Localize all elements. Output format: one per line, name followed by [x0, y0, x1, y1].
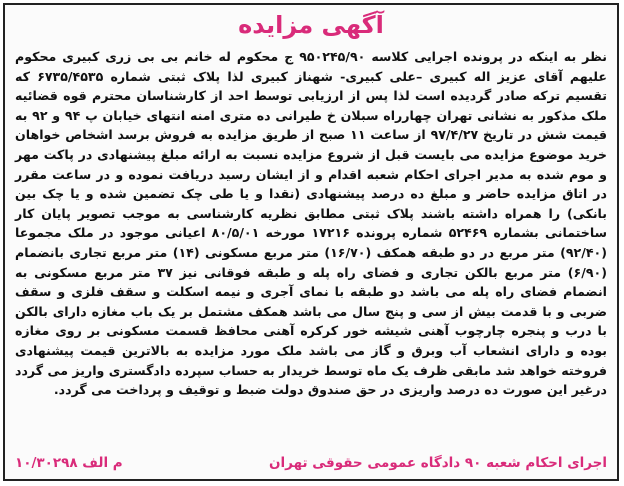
- notice-body: نظر به اینکه در پرونده اجرایی کلاسه ۹۵۰۲۴۵/۹۰ ج محکوم له خانم بی بی زری کبیری محکوم علیهم آقای عزیز اله کبیری –علی کبیری- شهناز کبیری لذا پلاک ثبتی شماره ۶۷۳۵/۴۵۳۵ که تقسیم ترکه صادر گردیده است لذا پس از ارزیابی توسط احد از کارشناسان محترم قوه قضائیه ملک مذکور به نشانی تهران چهارراه سبلان خ طیرانی ده متری امنه انتهای خیابان پ ۹۴ و ۹۲ به قیمت شش در تاریخ ۹۷/۴/۲۷ از ساعت ۱۱ صبح از طریق مزایده به فروش برسد اشخاص خواهان خرید موضوع مزایده می بایست قبل از شروع مزایده نسبت به ارائه مبلغ پیشنهادی در پاکت مهر و موم شده به مدیر اجرای احکام شعبه اقدام و از ایشان رسید دریافت نموده و در ساعت مقرر در اتاق مزایده حاضر و مبلغ ده درصد پیشنهادی (نقدا و یا طی چک تضمین شده و یا چک بین بانکی) را همراه داشته باشند پلاک ثبتی مطابق نظریه کارشناسی به موجب تصویر پایان کار ساختمانی بشماره ۵۲۴۶۹ شماره پرونده ۱۷۲۱۶ مورخه ۸۰/۵/۰۱ اعیانی موجود در ملک مجموعا (۹۲/۴۰) متر مربع در دو طبقه همکف (۱۶/۷۰) متر مربع مسکونی (۱۴) متر مربع تجاری بانضمام (۶/۹۰) متر مربع بالکن تجاری و فضای راه پله و طبقه فوقانی نیز ۳۷ متر مربع مسکونی به انضمام فضای راه پله می باشد دو طبقه با نمای آجری و نیمه اسکلت و سقف فلزی و سقف ضربی و با قدمت بیش از سی و پنج سال می باشد همکف مشتمل بر یک باب مغازه دارای بالکن با درب و پنجره چارچوب آهنی شیشه خور کرکره آهنی محافظ قسمت مسکونی بر روی مغازه بوده و دارای انشعاب آب وبرق و گاز می باشد ملک مورد مزایده به بالاترین قیمت پیشنهادی فروخته خواهد شد مابقی ظرف یک ماه توسط خریدار به حساب سپرده دادگستری واریز می گردد درغیر این صورت ده درصد واریزی در حق صندوق دولت ضبط و توقیف و پرداخت می گردد.: [15, 49, 607, 398]
- auction-notice: [3, 3, 619, 481]
- notice-code: م الف ۱۰/۳۰۲۹۸: [15, 455, 123, 471]
- issuing-authority: اجرای احکام شعبه ۹۰ دادگاه عمومی حقوقی تهران: [269, 455, 607, 471]
- notice-title: آگهی مزایده: [238, 11, 384, 39]
- notice-footer: [15, 449, 607, 471]
